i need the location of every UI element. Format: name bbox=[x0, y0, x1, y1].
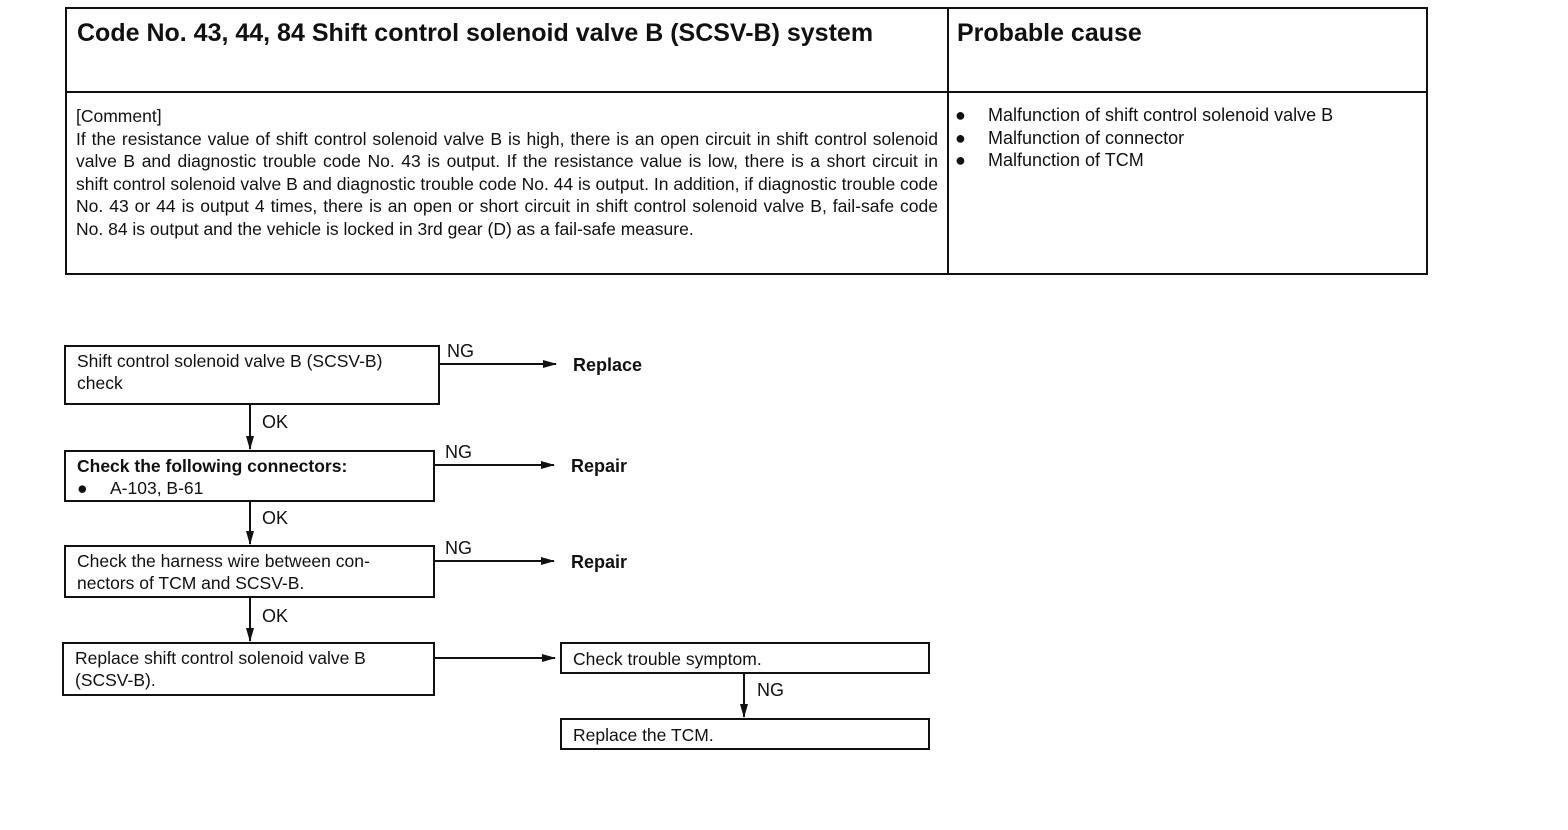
step-check-harness: Check the harness wire between con- nectors of TCM and SCSV-B. bbox=[64, 545, 435, 598]
list-item: ● Malfunction of TCM bbox=[955, 150, 1144, 170]
ng-label: NG bbox=[445, 442, 472, 462]
bullet-icon: ● bbox=[955, 105, 966, 125]
result-repair: Repair bbox=[571, 456, 628, 476]
step-replace-scsv-b: Replace shift control solenoid valve B (SCSV-B). bbox=[62, 642, 435, 696]
step-check-symptom: Check trouble symptom. bbox=[560, 642, 930, 674]
ng-label: NG bbox=[445, 538, 472, 558]
list-item: ● Malfunction of connector bbox=[955, 127, 1185, 148]
step-scsv-b-check: Shift control solenoid valve B (SCSV-B) check bbox=[64, 345, 440, 405]
page-title: Code No. 43, 44, 84 Shift control solenoid valve B (SCSV-B) system bbox=[77, 19, 874, 47]
result-replace: Replace bbox=[573, 355, 643, 375]
step-replace-tcm: Replace the TCM. bbox=[560, 718, 930, 750]
ng-label: NG bbox=[447, 341, 474, 361]
comment-body: If the resistance value of shift control solenoid valve B is high, there is an open circuit in shift control solenoid valve B and diagnostic trouble code No. 43 is output. If the resistance value is low, there is a short circuit in shift control solenoid valve B and diagnostic trouble code No. 44 is output. In addition, if diagnostic trouble code No. 43 or 44 is output 4 times, there is an open or short circuit in shift control solenoid valve B, fail-safe code No. 84 is output and the vehicle is locked in 3rd gear (D) as a fail-safe measure. bbox=[76, 128, 938, 239]
bullet-icon: ● bbox=[77, 478, 88, 498]
ng-label: NG bbox=[757, 680, 784, 700]
list-item: ● Malfunction of shift control solenoid valve B bbox=[955, 105, 1334, 125]
result-repair: Repair bbox=[571, 552, 628, 572]
bullet-icon: ● bbox=[955, 127, 966, 148]
probable-cause-heading: Probable cause bbox=[957, 19, 1142, 47]
ok-label: OK bbox=[262, 412, 289, 432]
ok-label: OK bbox=[262, 508, 289, 528]
ok-label: OK bbox=[262, 606, 289, 626]
bullet-icon: ● bbox=[955, 150, 966, 170]
step-check-connectors: Check the following connectors: ● A-103, B-61 bbox=[64, 450, 435, 502]
comment-heading: [Comment] bbox=[76, 106, 162, 126]
